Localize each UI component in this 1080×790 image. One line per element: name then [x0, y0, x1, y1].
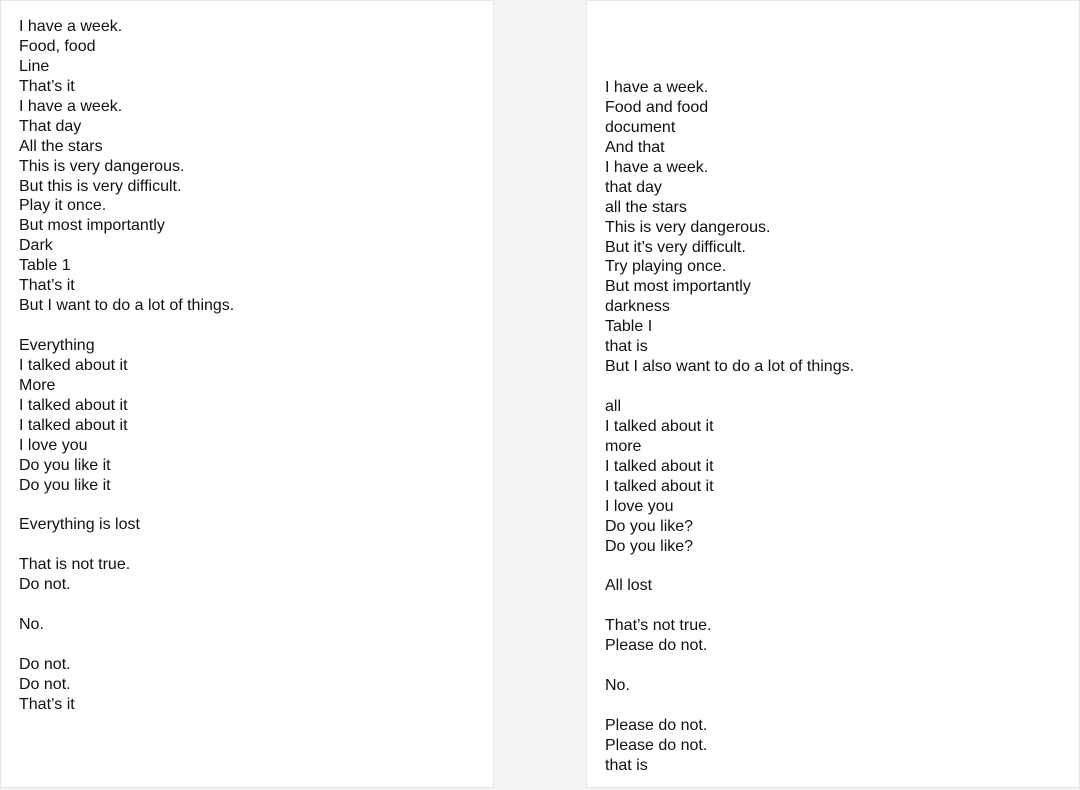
text-line: Everything: [19, 337, 95, 354]
text-line: All lost: [605, 577, 653, 595]
text-line: But most importantly: [605, 278, 751, 296]
text-line: Table 1: [19, 257, 71, 275]
left-text-block: [19, 17, 234, 715]
text-line: [19, 535, 234, 555]
text-line: I talked about it: [19, 396, 128, 414]
text-line: I have a week.: [19, 97, 123, 115]
text-line: But it’s very difficult.: [605, 238, 746, 256]
text-line: That is not true.: [19, 556, 131, 574]
text-line: This is very dangerous.: [605, 218, 771, 236]
text-line: But I want to do a lot of things.: [19, 297, 235, 315]
text-line: Do you like?: [605, 537, 694, 555]
text-line: Table I: [605, 318, 653, 336]
text-line: that is: [605, 756, 648, 774]
text-line: That’s it: [19, 77, 75, 95]
text-line: [605, 557, 854, 577]
text-line: Do you like it: [19, 456, 111, 474]
text-line: But most importantly: [19, 217, 165, 235]
text-line: I talked about it: [605, 477, 714, 495]
text-line: That’s it: [19, 695, 75, 713]
text-line: [19, 595, 234, 615]
text-line: Do not.: [19, 675, 71, 693]
right-text-block: [605, 78, 854, 776]
text-line: [19, 635, 234, 655]
text-line: [605, 377, 854, 397]
right-document-page: [586, 0, 1080, 788]
text-line: Do not.: [19, 656, 71, 673]
text-line: Please do not.: [605, 637, 708, 655]
text-line: [19, 316, 234, 336]
text-line: Food and food: [605, 98, 709, 116]
text-line: more: [605, 437, 642, 455]
text-line: I have a week.: [605, 158, 709, 176]
text-line: And that: [605, 138, 665, 156]
text-line: Do you like?: [605, 517, 694, 535]
text-line: Dark: [19, 237, 53, 255]
text-line: Food, food: [19, 37, 96, 55]
text-line: Do you like it: [19, 476, 111, 494]
text-line: That’s it: [19, 277, 75, 295]
text-line: I love you: [19, 436, 88, 454]
text-line: I talked about it: [19, 356, 128, 374]
text-line: Line: [19, 57, 50, 75]
text-line: I talked about it: [605, 417, 714, 435]
text-line: document: [605, 118, 676, 136]
text-line: This is very dangerous.: [19, 157, 185, 175]
text-line: [605, 656, 854, 676]
text-line: [605, 696, 854, 716]
text-line: all the stars: [605, 198, 687, 216]
text-line: No.: [605, 677, 630, 695]
text-line: [19, 496, 234, 516]
left-document-page: [0, 0, 494, 788]
text-line: That’s not true.: [605, 617, 712, 635]
text-line: darkness: [605, 298, 670, 316]
text-line: I have a week.: [605, 79, 709, 96]
text-line: Please do not.: [605, 717, 708, 734]
text-line: I have a week.: [19, 18, 123, 35]
text-line: No.: [19, 616, 44, 634]
text-line: Do not.: [19, 576, 71, 594]
text-line: Try playing once.: [605, 258, 727, 276]
text-line: [605, 596, 854, 616]
text-line: all: [605, 398, 622, 415]
text-line: I love you: [605, 497, 674, 515]
text-line: But this is very difficult.: [19, 177, 182, 195]
text-line: That day: [19, 117, 82, 135]
text-line: Everything is lost: [19, 516, 140, 534]
text-line: that day: [605, 178, 662, 196]
text-line: that is: [605, 338, 648, 356]
text-line: Play it once.: [19, 197, 107, 215]
text-line: Please do not.: [605, 736, 708, 754]
text-line: More: [19, 376, 56, 394]
text-line: I talked about it: [605, 457, 714, 475]
text-line: All the stars: [19, 137, 103, 155]
text-line: I talked about it: [19, 416, 128, 434]
text-line: But I also want to do a lot of things.: [605, 358, 855, 376]
